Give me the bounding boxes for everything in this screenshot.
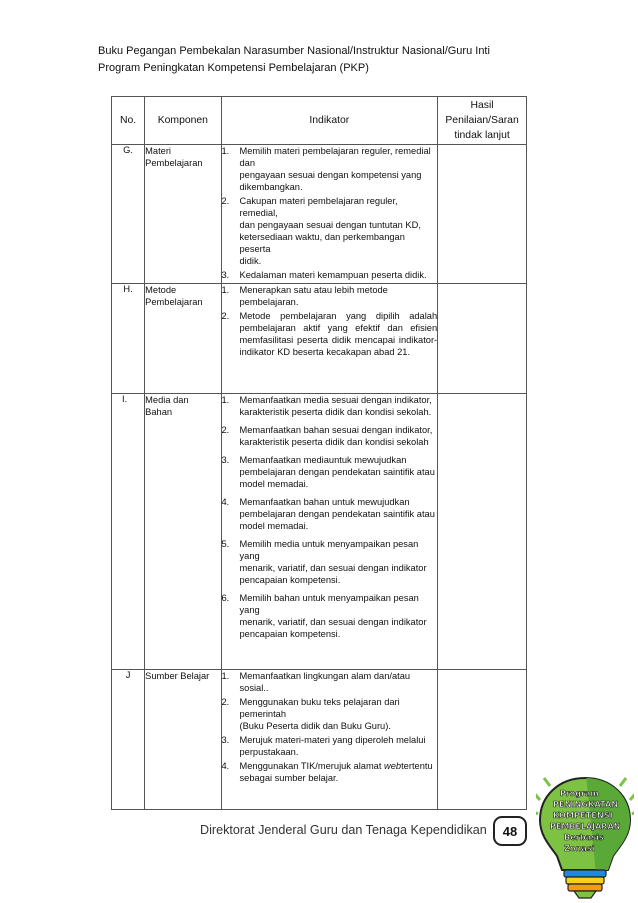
item-line: karakteristik peserta didik dan kondisi sekolah.: [239, 407, 432, 417]
item-line: dikembangkan.: [239, 182, 303, 192]
table-row: [112, 670, 527, 810]
header-line-1: Buku Pegangan Pembekalan Narasumber Nasional/Instruktur Nasional/Guru Inti: [98, 45, 490, 57]
footer-text: Direktorat Jenderal Guru dan Tenaga Kependidikan: [200, 823, 487, 837]
header-no: No.: [112, 97, 145, 145]
header-hasil: [438, 97, 527, 145]
list-item: [222, 394, 438, 418]
item-number: 6.: [221, 593, 230, 603]
item-line: Memanfaatkan bahan sesuai dengan indikator,: [239, 425, 433, 435]
row-hasil: [438, 145, 527, 284]
item-line: pencapaian kompetensi.: [239, 575, 341, 585]
list-item: [222, 538, 438, 586]
item-line: memfasilitasi peserta didik mencapai indikator-: [239, 335, 438, 345]
item-line: ketersediaan waktu, dan perkembangan peserta: [239, 232, 405, 254]
row-hasil: [438, 394, 527, 670]
bulb-base-3: [568, 884, 602, 891]
item-line: indikator KD beserta kecakapan abad 21.: [239, 347, 411, 357]
table-row: [112, 145, 527, 284]
item-number: 1.: [221, 285, 230, 295]
header-hasil-line-1: Hasil: [470, 100, 494, 111]
page-number: 48: [493, 816, 527, 846]
item-number: 3.: [221, 735, 230, 745]
row-number: I.: [112, 394, 145, 670]
item-line: Menggunakan buku teks pelajaran dari pemerintah: [239, 697, 400, 719]
item-line: Memilih media untuk menyampaikan pesan yang: [239, 539, 419, 561]
list-item: [222, 145, 438, 193]
item-line: menarik, variatif, dan sesuai dengan indikator: [239, 617, 427, 627]
list-item: [222, 284, 438, 308]
row-number: H.: [112, 284, 145, 394]
item-line: dan pengayaan sesuai dengan tuntutan KD,: [239, 220, 421, 230]
table-row: [112, 284, 527, 394]
table-header-row: [112, 97, 527, 145]
list-item: [222, 310, 438, 358]
item-line: Menerapkan satu atau lebih metode pembelajaran.: [239, 285, 388, 307]
row-indikator: [221, 284, 438, 394]
item-text-part: Menggunakan TIK/merujuk alamat: [239, 761, 385, 771]
item-line: Metode pembelajaran yang dipilih adalah: [239, 311, 438, 321]
item-number: 5.: [221, 539, 230, 549]
item-line: menarik, variatif, dan sesuai dengan indikator: [239, 563, 427, 573]
logo-text-line: KOMPETENSI: [553, 810, 613, 820]
bulb-tip: [574, 891, 596, 898]
komponen-line: Metode: [145, 285, 177, 295]
item-line: Memilih materi pembelajaran reguler, remedial dan: [239, 146, 431, 168]
item-text-part: tertentu: [401, 761, 433, 771]
komponen-line: Media dan: [145, 395, 189, 405]
komponen-line: Pembelajaran: [145, 158, 203, 168]
item-line: model memadai.: [239, 521, 309, 531]
row-indikator: [221, 145, 438, 284]
item-text-emphasis: web: [384, 761, 402, 771]
item-line: Memanfaatkan bahan untuk mewujudkan: [239, 497, 410, 507]
item-number: 2.: [221, 196, 230, 206]
item-line: pencapaian kompetensi.: [239, 629, 341, 639]
item-line: pembelajaran aktif yang efektif dan efisien: [239, 323, 438, 333]
item-line: pembelajaran dengan pendekatan saintifik atau: [239, 509, 435, 519]
row-hasil: [438, 284, 527, 394]
item-line: Memilih bahan untuk menyampaikan pesan yang: [239, 593, 419, 615]
item-line: Memanfaatkan lingkungan alam dan/atau sosial..: [239, 671, 411, 693]
row-indikator: [221, 394, 438, 670]
header-hasil-line-2: Penilaian/Saran: [445, 115, 519, 126]
row-komponen: [145, 670, 221, 810]
document-header: [98, 43, 490, 77]
logo-text-line: PENINGKATAN: [553, 799, 619, 809]
bulb-base-1: [564, 870, 606, 877]
row-indikator: [221, 670, 438, 810]
item-number: 3.: [221, 455, 230, 465]
komponen-line: Materi: [145, 146, 172, 156]
header-line-2: Program Peningkatan Kompetensi Pembelajaran (PKP): [98, 62, 369, 74]
header-komponen: Komponen: [145, 97, 221, 145]
item-line: [240, 760, 438, 772]
komponen-line: Pembelajaran: [145, 297, 203, 307]
logo-text-line: Zonasi: [564, 843, 595, 853]
item-line: perpustakaan.: [239, 747, 299, 757]
list-item: [222, 496, 438, 532]
item-line: Merujuk materi-materi yang diperoleh melalui: [239, 735, 426, 745]
item-number: 2.: [221, 425, 230, 435]
item-line: pembelajaran dengan pendekatan saintifik atau: [239, 467, 435, 477]
list-item: [222, 269, 438, 281]
list-item: [222, 734, 438, 758]
row-komponen: [145, 284, 221, 394]
item-number: 4.: [221, 497, 230, 507]
header-indikator: Indikator: [221, 97, 438, 145]
logo-text-line: PEMBELAJARAN: [550, 822, 621, 831]
row-number: J: [112, 670, 145, 810]
item-line: Kedalaman materi kemampuan peserta didik.: [239, 270, 427, 280]
komponen-line: Sumber Belajar: [145, 671, 210, 681]
item-number: 3.: [221, 270, 230, 280]
item-number: 2.: [221, 697, 230, 707]
list-item: [222, 454, 438, 490]
row-komponen: [145, 394, 221, 670]
item-line: pengayaan sesuai dengan kompetensi yang: [239, 170, 422, 180]
item-number: 1.: [221, 395, 230, 405]
table-row: [112, 394, 527, 670]
item-line: karakteristik peserta didik dan kondisi sekolah: [239, 437, 429, 447]
list-item: [222, 424, 438, 448]
item-number: 1.: [221, 146, 230, 156]
item-number: 4.: [221, 761, 230, 771]
item-line: Memanfaatkan media sesuai dengan indikator,: [239, 395, 432, 405]
item-number: 1.: [221, 671, 230, 681]
logo-text-line: Berbasis: [564, 832, 604, 842]
list-item: [222, 670, 438, 694]
item-line: sebagai sumber belajar.: [239, 773, 339, 783]
row-hasil: [438, 670, 527, 810]
row-komponen: [145, 145, 221, 284]
list-item: [222, 592, 438, 640]
komponen-line: Bahan: [145, 407, 173, 417]
logo-text-line: Program: [560, 789, 599, 798]
assessment-table: [111, 96, 527, 810]
list-item: [222, 195, 438, 267]
row-number: G.: [112, 145, 145, 284]
item-line: (Buku Peserta didik dan Buku Guru).: [239, 721, 391, 731]
item-number: 2.: [221, 311, 230, 321]
item-line: model memadai.: [239, 479, 309, 489]
table-border-extension: [111, 758, 112, 794]
list-item: [222, 696, 438, 732]
bulb-base-2: [566, 877, 604, 884]
item-line: Memanfaatkan mediauntuk mewujudkan: [239, 455, 407, 465]
list-item: [222, 760, 438, 784]
pkp-logo: [536, 774, 634, 900]
header-hasil-line-3: tindak lanjut: [454, 130, 510, 141]
item-line: Cakupan materi pembelajaran reguler, remedial,: [239, 196, 398, 218]
item-line: didik.: [239, 256, 262, 266]
